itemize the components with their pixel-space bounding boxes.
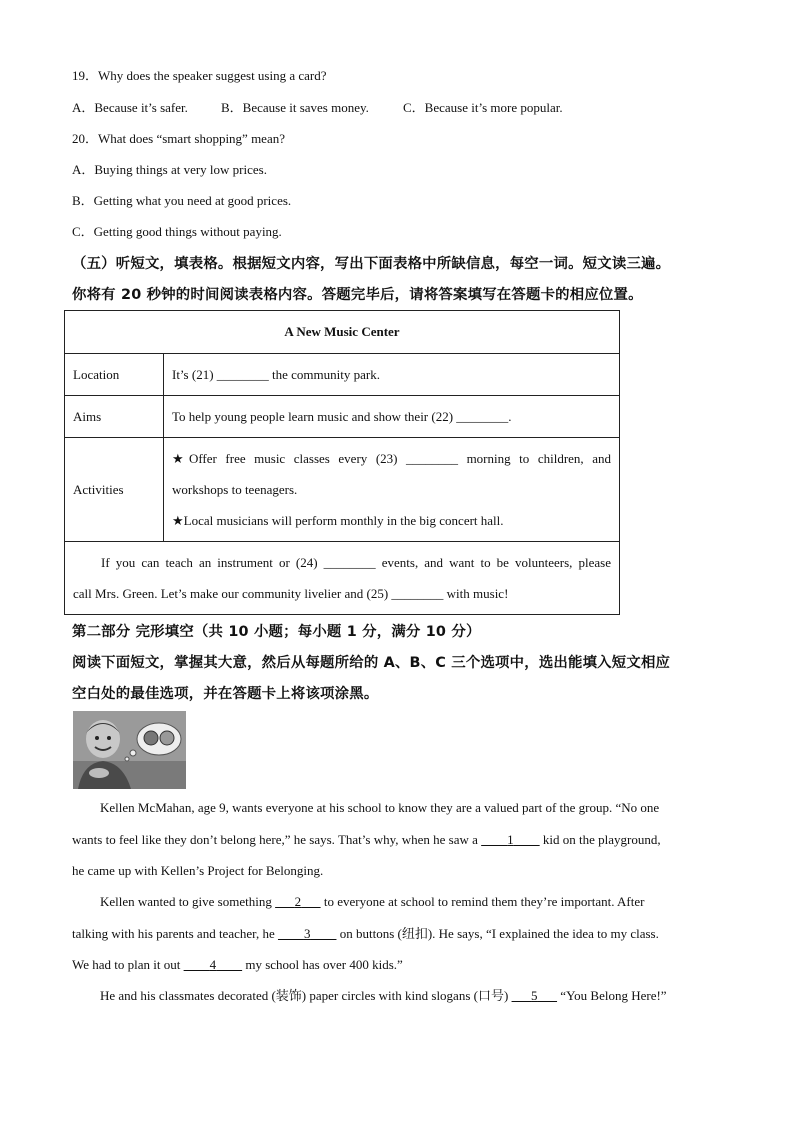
q19-option-b: B．Because it saves money. bbox=[221, 100, 369, 115]
activities-line-1: ★Offer free music classes every (23) ________ morning to children, and bbox=[172, 451, 611, 466]
passage-p3-line1-b: “You Belong Here!” bbox=[557, 988, 667, 1003]
passage-p1-line2-a: wants to feel like they don’t belong here,” he says. That’s why, when he saw a bbox=[72, 832, 482, 847]
part2-instruction-1: 阅读下面短文，掌握其大意，然后从每题所给的 A、B、C 三个选项中，选出能填入短文相应 bbox=[72, 655, 671, 671]
passage-p3-line1-a: He and his classmates decorated (装饰) paper circles with kind slogans (口号) bbox=[100, 988, 512, 1003]
table-label-location: Location bbox=[65, 354, 164, 396]
part2-heading: 第二部分 完形填空（共 10 小题；每小题 1 分，满分 10 分） bbox=[72, 624, 481, 640]
table-content-activities bbox=[164, 438, 620, 542]
part2-instruction-2: 空白处的最佳选项，并在答题卡上将该项涂黑。 bbox=[72, 686, 379, 702]
passage-p2-line1-a: Kellen wanted to give something bbox=[100, 894, 276, 909]
q20-stem: 20．What does “smart shopping” mean? bbox=[72, 131, 285, 146]
blank-5 bbox=[512, 988, 558, 1003]
table-footer-line-2: call Mrs. Green. Let’s make our community livelier and (25) ________ with music! bbox=[73, 586, 509, 601]
section5-instruction-1: （五）听短文，填表格。根据短文内容，写出下面表格中所缺信息，每空一词。短文读三遍。 bbox=[72, 256, 671, 272]
table-content-location: It’s (21) ________ the community park. bbox=[164, 354, 620, 396]
passage-p1-line2 bbox=[72, 832, 722, 848]
table-content-aims: To help young people learn music and show their (22) ________. bbox=[164, 396, 620, 438]
boy-photo bbox=[73, 711, 186, 789]
boy-illustration bbox=[73, 711, 186, 789]
table-footer bbox=[65, 542, 620, 615]
q19-option-a: A．Because it’s safer. bbox=[72, 100, 188, 115]
blank-3-number: 3 bbox=[303, 926, 311, 941]
q20-option-c: C．Getting good things without paying. bbox=[72, 224, 282, 239]
passage-p1-line3: he came up with Kellen’s Project for Belonging. bbox=[72, 863, 324, 878]
activities-line-2: workshops to teenagers. bbox=[172, 482, 298, 497]
blank-1-number: 1 bbox=[507, 832, 514, 847]
q19-option-c: C．Because it’s more popular. bbox=[403, 100, 563, 115]
blank-2 bbox=[275, 894, 321, 909]
table-title: A New Music Center bbox=[65, 311, 620, 354]
passage-p2-line2 bbox=[72, 926, 722, 942]
q20-option-a: A．Buying things at very low prices. bbox=[72, 162, 267, 177]
passage-p2-line3-a: We had to plan it out bbox=[72, 957, 184, 972]
passage-p2-line2-b: on buttons (纽扣). He says, “I explained the idea to my class. bbox=[336, 926, 659, 941]
q20-option-b: B．Getting what you need at good prices. bbox=[72, 193, 292, 208]
passage-p2-line1-b: to everyone at school to remind them they’re important. After bbox=[320, 894, 645, 909]
table-footer-line-1: If you can teach an instrument or (24) ________ events, and want to be volunteers, please bbox=[101, 555, 611, 570]
q19-stem: 19．Why does the speaker suggest using a card? bbox=[72, 68, 327, 83]
passage-p2-line3 bbox=[72, 957, 722, 973]
music-center-table bbox=[64, 310, 620, 615]
blank-4 bbox=[184, 957, 243, 972]
section5-instruction-2: 你将有 20 秒钟的时间阅读表格内容。答题完毕后，请将答案填写在答题卡的相应位置。 bbox=[72, 287, 643, 303]
passage-p1-line2-b: kid on the playground, bbox=[539, 832, 661, 847]
blank-3 bbox=[278, 926, 337, 941]
passage-p3-line1 bbox=[72, 988, 722, 1004]
passage-p2-line1 bbox=[72, 894, 722, 910]
blank-5-number: 5 bbox=[531, 988, 538, 1003]
blank-1 bbox=[481, 832, 540, 847]
table-label-aims: Aims bbox=[65, 396, 164, 438]
table-label-activities: Activities bbox=[65, 438, 164, 542]
passage-p1-line1: Kellen McMahan, age 9, wants everyone at his school to know they are a valued part of the group. “No one bbox=[100, 800, 660, 815]
blank-2-number: 2 bbox=[294, 894, 302, 909]
activities-line-3: ★Local musicians will perform monthly in the big concert hall. bbox=[172, 513, 504, 528]
passage-p2-line2-a: talking with his parents and teacher, he bbox=[72, 926, 278, 941]
blank-4-number: 4 bbox=[209, 957, 217, 972]
passage-p2-line3-b: my school has over 400 kids.” bbox=[242, 957, 403, 972]
